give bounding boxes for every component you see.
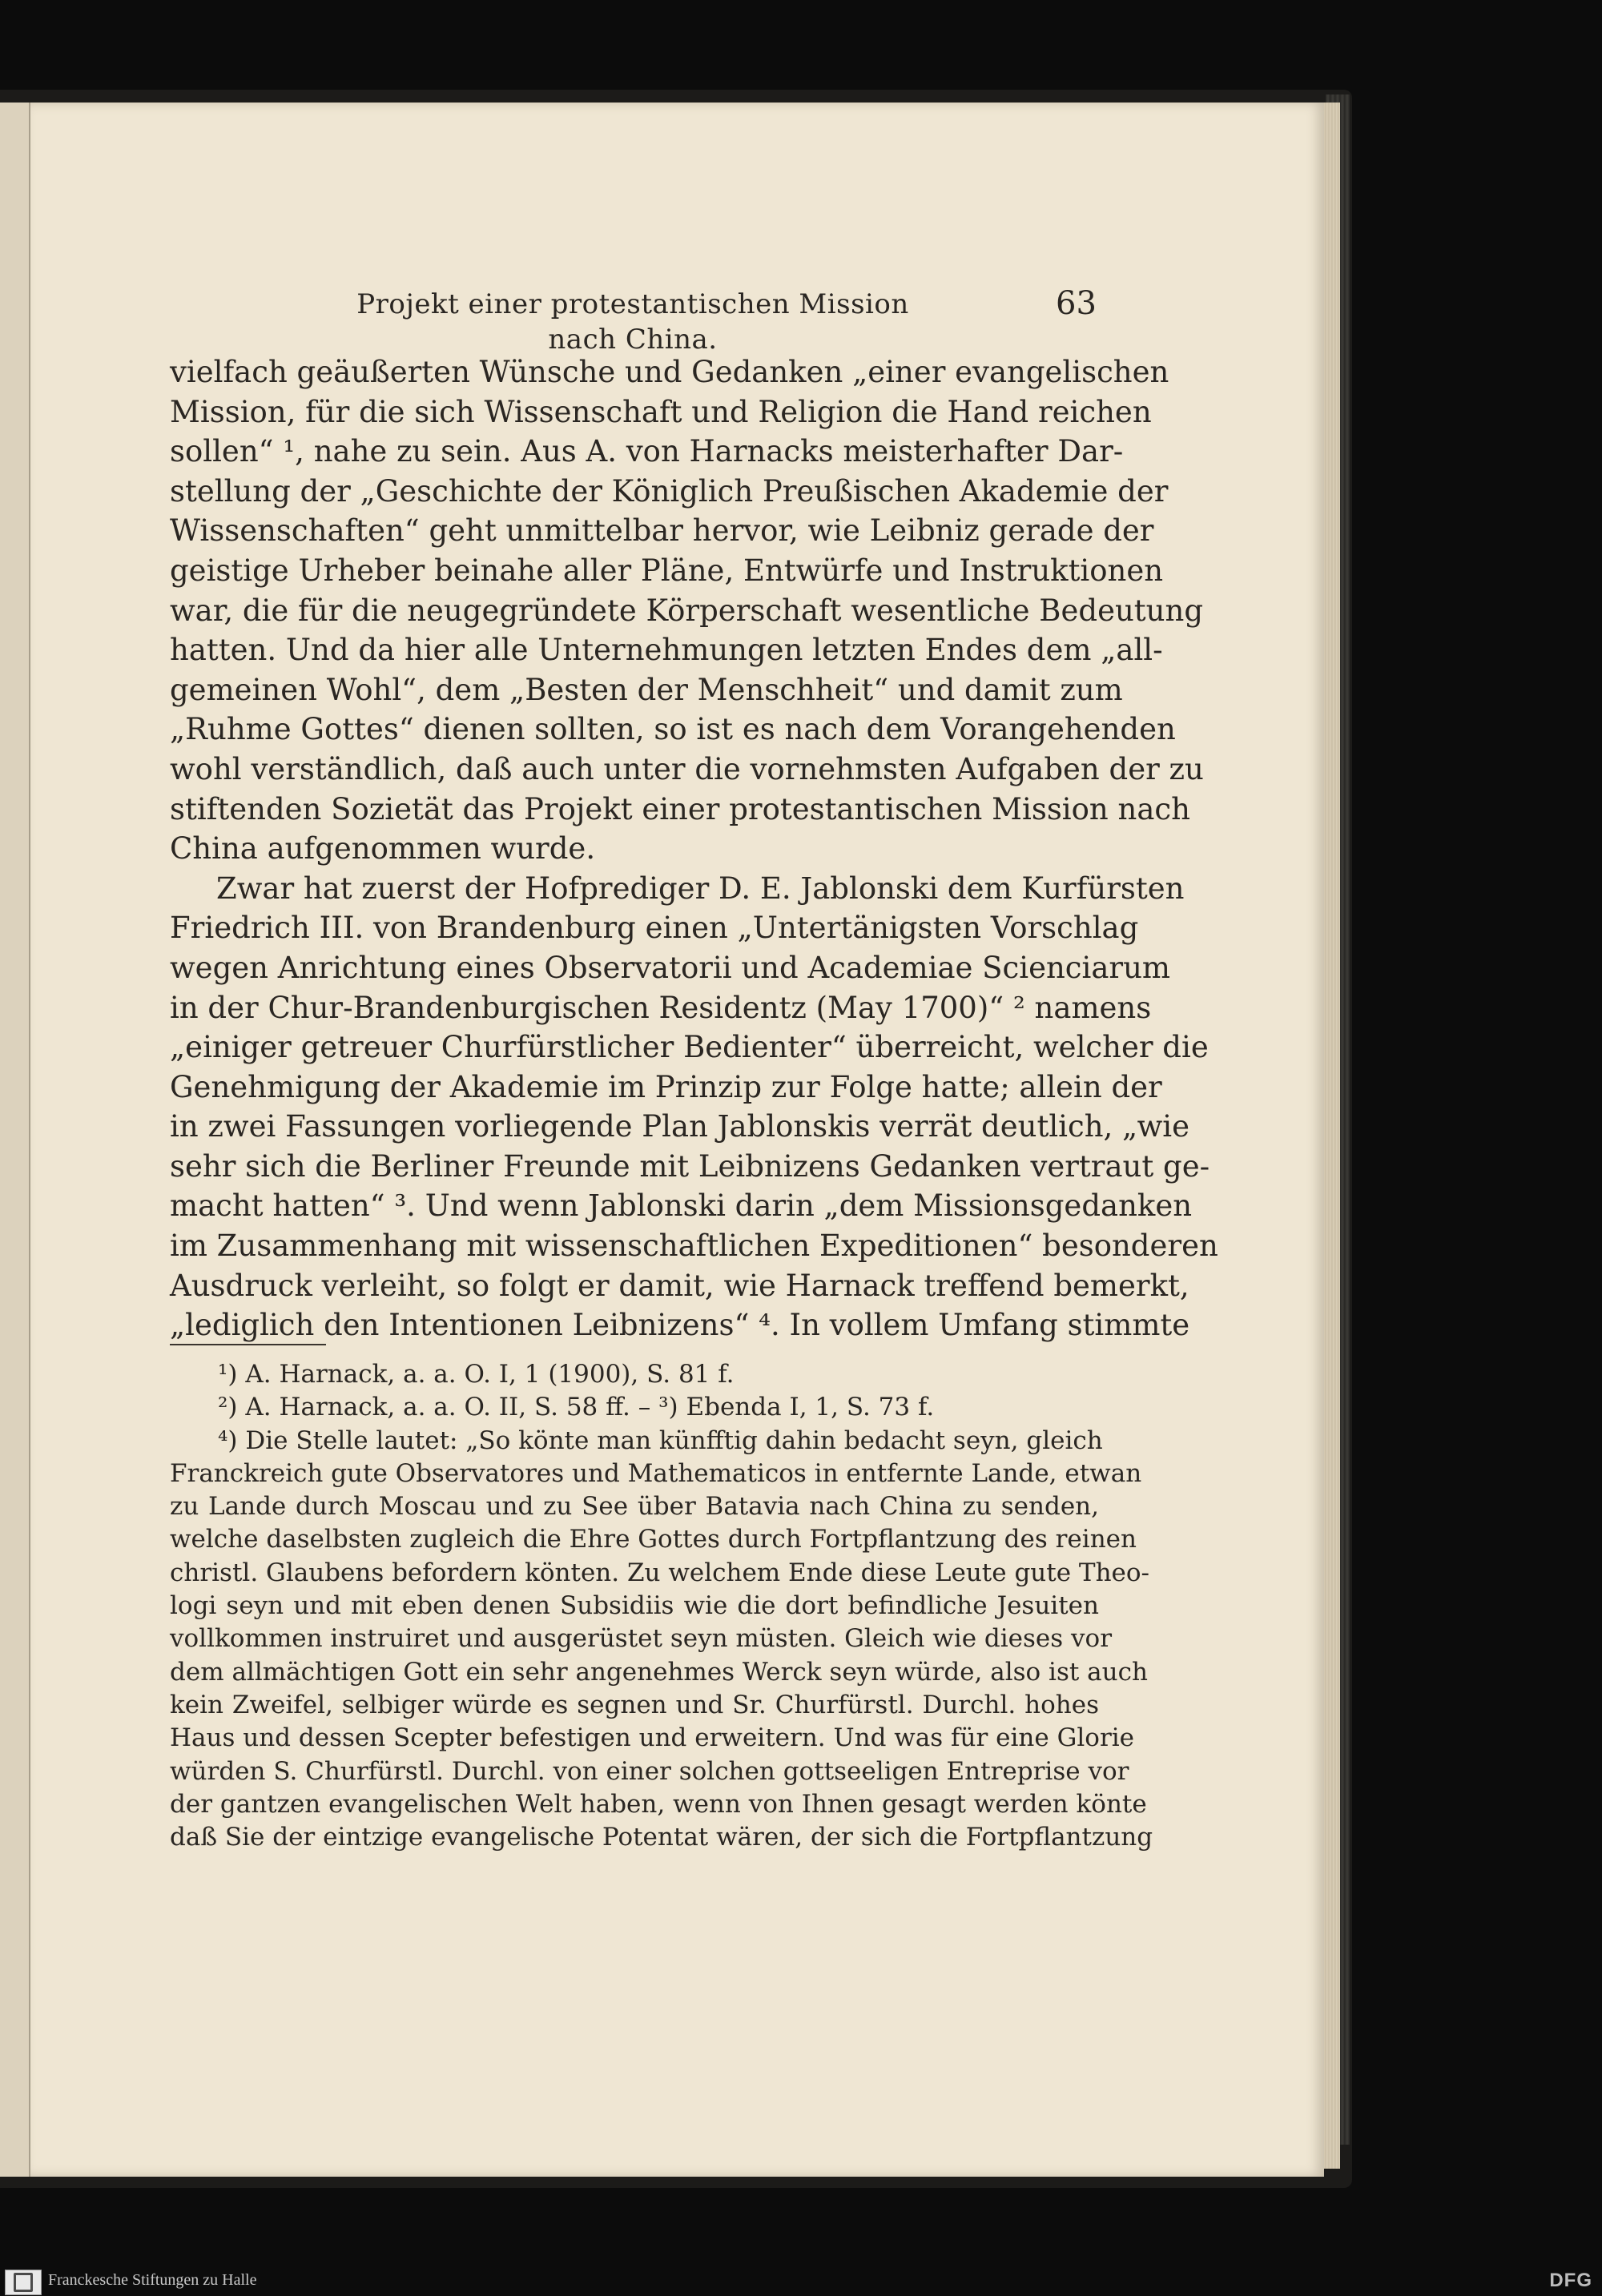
footnote-line: ¹) A. Harnack, a. a. O. I, 1 (1900), S. 81 f.	[218, 1360, 735, 1389]
body-line: Zwar hat zuerst der Hofprediger D. E. Jablonski dem Kurfürsten	[216, 871, 1185, 906]
institution-name: Franckesche Stiftungen zu Halle	[48, 2271, 257, 2289]
footnote-line: logi seyn und mit eben denen Subsidiis wie die dort befindliche Jesuiten	[170, 1591, 1099, 1621]
body-line: stellung der „Geschichte der Königlich Preußischen Akademie der	[170, 473, 1169, 509]
body-line: gemeinen Wohl“, dem „Besten der Menschheit“ und damit zum	[170, 672, 1123, 707]
body-line: in der Chur-Brandenburgischen Residentz (May 1700)“ ² namens	[170, 990, 1152, 1025]
footnote-line: Franckreich gute Observatores und Mathematicos in entfernte Lande, etwan	[170, 1458, 1142, 1488]
footnote-line: vollkommen instruiret und ausgerüstet seyn müsten. Gleich wie dieses vor	[170, 1624, 1113, 1654]
footnote-line: welche daselbsten zugleich die Ehre Gottes durch Fortpflantzung des reinen	[170, 1525, 1137, 1554]
footnote-line: ⁴) Die Stelle lautet: „So könte man künfftig dahin bedacht seyn, gleich	[218, 1425, 1103, 1455]
body-line: „einiger getreuer Churfürstlicher Bedienter“ überreicht, welcher die	[170, 1030, 1209, 1065]
institution-logo-icon	[5, 2270, 42, 2295]
body-line: Genehmigung der Akademie im Prinzip zur Folge hatte; allein der	[170, 1069, 1162, 1104]
body-line: im Zusammenhang mit wissenschaftlichen Expeditionen“ besonderen	[170, 1228, 1218, 1264]
body-line: vielfach geäußerten Wünsche und Gedanken „einer evangelischen	[170, 355, 1169, 389]
body-line: macht hatten“ ³. Und wenn Jablonski darin „dem Missionsgedanken	[170, 1188, 1193, 1224]
body-line: sehr sich die Berliner Freunde mit Leibnizens Gedanken vertraut ge-	[170, 1148, 1210, 1184]
body-line: China aufgenommen wurde.	[170, 831, 596, 867]
footnote-line: der gantzen evangelischen Welt haben, wenn von Ihnen gesagt werden könte	[170, 1789, 1147, 1819]
footnote-line: dem allmächtigen Gott ein sehr angenehmes Werck seyn würde, also ist auch	[170, 1657, 1148, 1687]
dfg-logo: DFG	[1549, 2270, 1592, 2291]
footnote-line: kein Zweifel, selbiger würde es segnen und Sr. Churfürstl. Durchl. hohes	[170, 1690, 1099, 1719]
footnote-line: Haus und dessen Scepter befestigen und erweitern. Und was für eine Glorie	[170, 1723, 1135, 1753]
body-line: „lediglich den Intentionen Leibnizens“ ⁴. In vollem Umfang stimmte	[170, 1308, 1190, 1343]
body-line: war, die für die neugegründete Körperschaft wesentliche Bedeutung	[170, 593, 1204, 628]
body-line: sollen“ ¹, nahe zu sein. Aus A. von Harnacks meisterhafter Dar-	[170, 434, 1124, 469]
footnote-line: christl. Glaubens befordern könten. Zu welchem Ende diese Leute gute Theo-	[170, 1558, 1150, 1587]
footnote-line: zu Lande durch Moscau und zu See über Batavia nach China zu senden,	[170, 1492, 1099, 1522]
footnote-line: würden S. Churfürstl. Durchl. von einer solchen gottseeligen Entreprise vor	[170, 1756, 1129, 1786]
body-line: wegen Anrichtung eines Observatorii und Academiae Scienciarum	[170, 950, 1171, 985]
body-line: Mission, für die sich Wissenschaft und Religion die Hand reichen	[170, 394, 1152, 429]
body-line: Wissenschaften“ geht unmittelbar hervor, wie Leibniz gerade der	[170, 513, 1154, 549]
running-head: Projekt einer protestantischen Mission nach China.	[356, 288, 909, 356]
body-text	[170, 352, 1218, 1345]
page-number: 63	[1056, 285, 1097, 322]
left-page-edge	[0, 103, 30, 2177]
body-line: Friedrich III. von Brandenburg einen „Untertänigsten Vorschlag	[170, 911, 1139, 946]
body-line: hatten. Und da hier alle Unternehmungen letzten Endes dem „all-	[170, 633, 1163, 668]
body-line: wohl verständlich, daß auch unter die vornehmsten Aufgaben der zu	[170, 751, 1204, 786]
footnote-line: daß Sie der eintzige evangelische Potentat wären, der sich die Fortpflantzung	[170, 1823, 1153, 1852]
footnote-line: ²) A. Harnack, a. a. O. II, S. 58 ff. – ³) Ebenda I, 1, S. 73 f.	[218, 1393, 935, 1422]
page-fore-edge	[1324, 103, 1340, 2169]
body-line: in zwei Fassungen vorliegende Plan Jablonskis verrät deutlich, „wie	[170, 1109, 1189, 1144]
viewer-footer	[0, 2266, 1602, 2296]
body-line: Ausdruck verleiht, so folgt er damit, wie Harnack treffend bemerkt,	[170, 1268, 1189, 1303]
body-line: stiftenden Sozietät das Projekt einer protestantischen Mission nach	[170, 791, 1190, 826]
footnote-rule	[170, 1344, 326, 1345]
body-line: „Ruhme Gottes“ dienen sollten, so ist es nach dem Vorangehenden	[170, 712, 1176, 747]
body-line: geistige Urheber beinahe aller Pläne, Entwürfe und Instruktionen	[170, 553, 1164, 588]
footnotes	[170, 1358, 1153, 1854]
